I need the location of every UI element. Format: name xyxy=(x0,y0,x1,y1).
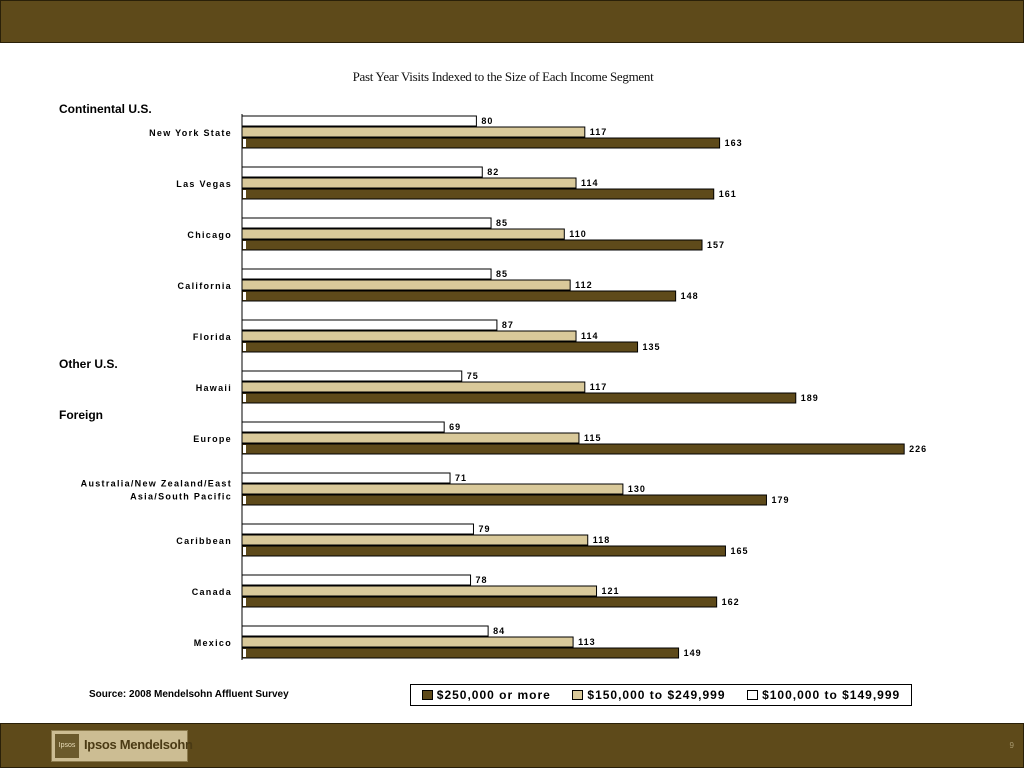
data-label-california-150-000-to-249-999: 112 xyxy=(575,280,593,290)
bar-inset-europe xyxy=(243,445,246,453)
source-note: Source: 2008 Mendelsohn Affluent Survey xyxy=(89,689,289,700)
bar-california-150-000-to-249-999 xyxy=(242,280,570,290)
ipsos-mendelsohn-logo xyxy=(51,730,193,762)
data-label-chicago-250-000-or-more: 157 xyxy=(707,240,726,250)
category-label-las-vegas: Las Vegas xyxy=(176,179,232,189)
bar-hawaii-150-000-to-249-999 xyxy=(242,382,585,392)
bar-inset-las-vegas xyxy=(243,190,246,198)
bar-canada-150-000-to-249-999 xyxy=(242,586,597,596)
bar-inset-chicago xyxy=(243,241,246,249)
category-label-europe: Europe xyxy=(193,434,232,444)
bar-hawaii-250-000-or-more xyxy=(242,393,796,403)
data-label-caribbean-150-000-to-249-999: 118 xyxy=(592,535,611,545)
group-label-continental-u-s: Continental U.S. xyxy=(59,102,152,116)
data-label-mexico-150-000-to-249-999: 113 xyxy=(578,637,596,647)
data-label-caribbean-100-000-to-149-999: 79 xyxy=(478,524,491,534)
chart-legend xyxy=(410,684,912,706)
bar-inset-canada xyxy=(243,598,246,606)
data-label-california-250-000-or-more: 148 xyxy=(680,291,699,301)
data-label-europe-100-000-to-149-999: 69 xyxy=(449,422,462,432)
bar-mexico-250-000-or-more xyxy=(242,648,679,658)
bar-las-vegas-150-000-to-249-999 xyxy=(242,178,576,188)
bar-mexico-150-000-to-249-999 xyxy=(242,637,573,647)
bar-inset-california xyxy=(243,292,246,300)
logo-text: Ipsos Mendelsohn xyxy=(84,737,193,752)
bar-inset-new-york-state xyxy=(243,139,246,147)
data-label-florida-250-000-or-more: 135 xyxy=(642,342,661,352)
category-label-california: California xyxy=(177,281,232,291)
data-label-canada-150-000-to-249-999: 121 xyxy=(601,586,620,596)
bar-australia-new-zealand-east-asia-south-pacific-250-000-or-more xyxy=(242,495,766,505)
bar-california-250-000-or-more xyxy=(242,291,676,301)
category-label-hawaii: Hawaii xyxy=(195,383,232,393)
data-label-mexico-250-000-or-more: 149 xyxy=(683,648,702,658)
legend-swatch-100k-149k xyxy=(747,690,758,700)
data-label-new-york-state-250-000-or-more: 163 xyxy=(724,138,743,148)
legend-swatch-150k-249k xyxy=(572,690,583,700)
data-label-europe-150-000-to-249-999: 115 xyxy=(583,433,602,443)
group-label-foreign: Foreign xyxy=(59,408,103,422)
bar-caribbean-250-000-or-more xyxy=(242,546,725,556)
bar-caribbean-150-000-to-249-999 xyxy=(242,535,588,545)
category-label-australia-new-zealand-east-asia-south-pacific-line-1: Australia/New Zealand/East xyxy=(80,478,232,489)
legend-label-150k-249k: $150,000 to $249,999 xyxy=(587,688,726,702)
bar-florida-100-000-to-149-999 xyxy=(242,320,497,330)
data-label-new-york-state-100-000-to-149-999: 80 xyxy=(481,116,494,126)
bar-chicago-150-000-to-249-999 xyxy=(242,229,564,239)
bar-california-100-000-to-149-999 xyxy=(242,269,491,279)
bar-canada-250-000-or-more xyxy=(242,597,717,607)
data-label-florida-150-000-to-249-999: 114 xyxy=(581,331,599,341)
bar-inset-hawaii xyxy=(243,394,246,402)
data-label-chicago-150-000-to-249-999: 110 xyxy=(569,229,587,239)
bar-las-vegas-250-000-or-more xyxy=(242,189,714,199)
bar-europe-100-000-to-149-999 xyxy=(242,422,444,432)
bar-chicago-100-000-to-149-999 xyxy=(242,218,491,228)
category-label-mexico: Mexico xyxy=(193,638,232,648)
data-label-florida-100-000-to-149-999: 87 xyxy=(501,320,514,330)
legend-item-250k-plus xyxy=(422,688,551,702)
legend-label-100k-149k: $100,000 to $149,999 xyxy=(762,688,901,702)
data-label-hawaii-150-000-to-249-999: 117 xyxy=(589,382,608,392)
bar-europe-250-000-or-more xyxy=(242,444,904,454)
bar-inset-caribbean xyxy=(243,547,246,555)
data-label-hawaii-100-000-to-149-999: 75 xyxy=(466,371,479,381)
bar-inset-australia-new-zealand-east-asia-south-pacific xyxy=(243,496,246,504)
category-label-caribbean: Caribbean xyxy=(176,536,232,546)
bar-new-york-state-100-000-to-149-999 xyxy=(242,116,476,126)
data-label-las-vegas-250-000-or-more: 161 xyxy=(718,189,737,199)
bar-new-york-state-150-000-to-249-999 xyxy=(242,127,585,137)
data-label-europe-250-000-or-more: 226 xyxy=(909,444,928,454)
legend-label-250k-plus: $250,000 or more xyxy=(436,688,551,702)
category-label-new-york-state: New York State xyxy=(149,128,232,138)
data-label-canada-100-000-to-149-999: 78 xyxy=(475,575,488,585)
bar-florida-250-000-or-more xyxy=(242,342,638,352)
group-label-other-u-s: Other U.S. xyxy=(59,357,118,371)
bar-new-york-state-250-000-or-more xyxy=(242,138,720,148)
data-label-australia-new-zealand-east-asia-south-pacific-100-000-to-149-999: 71 xyxy=(455,473,468,483)
bar-canada-100-000-to-149-999 xyxy=(242,575,471,585)
category-label-florida: Florida xyxy=(192,332,232,342)
chart-title: Past Year Visits Indexed to the Size of Each Income Segment xyxy=(352,69,654,84)
data-label-mexico-100-000-to-149-999: 84 xyxy=(493,626,506,636)
legend-swatch-250k-plus xyxy=(422,690,433,700)
legend-item-150k-249k xyxy=(572,688,725,702)
bar-florida-150-000-to-249-999 xyxy=(242,331,576,341)
data-label-las-vegas-150-000-to-249-999: 114 xyxy=(581,178,599,188)
bar-hawaii-100-000-to-149-999 xyxy=(242,371,462,381)
category-label-australia-new-zealand-east-asia-south-pacific-line-2: Asia/South Pacific xyxy=(130,491,232,502)
data-label-las-vegas-100-000-to-149-999: 82 xyxy=(487,167,500,177)
category-label-chicago: Chicago xyxy=(187,230,232,240)
bar-las-vegas-100-000-to-149-999 xyxy=(242,167,482,177)
data-label-canada-250-000-or-more: 162 xyxy=(721,597,740,607)
bar-mexico-100-000-to-149-999 xyxy=(242,626,488,636)
bar-inset-florida xyxy=(243,343,246,351)
data-label-caribbean-250-000-or-more: 165 xyxy=(730,546,749,556)
bar-caribbean-100-000-to-149-999 xyxy=(242,524,473,534)
data-label-australia-new-zealand-east-asia-south-pacific-150-000-to-249-999: 130 xyxy=(627,484,646,494)
bar-australia-new-zealand-east-asia-south-pacific-150-000-to-249-999 xyxy=(242,484,623,494)
bar-europe-150-000-to-249-999 xyxy=(242,433,579,443)
data-label-australia-new-zealand-east-asia-south-pacific-250-000-or-more: 179 xyxy=(771,495,790,505)
category-label-canada: Canada xyxy=(191,587,232,597)
ipsos-logo-mark: Ipsos xyxy=(55,734,79,758)
legend-item-100k-149k xyxy=(747,688,900,702)
bar-chicago-250-000-or-more xyxy=(242,240,702,250)
data-label-hawaii-250-000-or-more: 189 xyxy=(800,393,819,403)
data-label-california-100-000-to-149-999: 85 xyxy=(496,269,509,279)
data-label-chicago-100-000-to-149-999: 85 xyxy=(496,218,509,228)
page-number: 9 xyxy=(1009,741,1014,750)
data-label-new-york-state-150-000-to-249-999: 117 xyxy=(589,127,608,137)
bar-inset-mexico xyxy=(243,649,246,657)
bar-australia-new-zealand-east-asia-south-pacific-100-000-to-149-999 xyxy=(242,473,450,483)
